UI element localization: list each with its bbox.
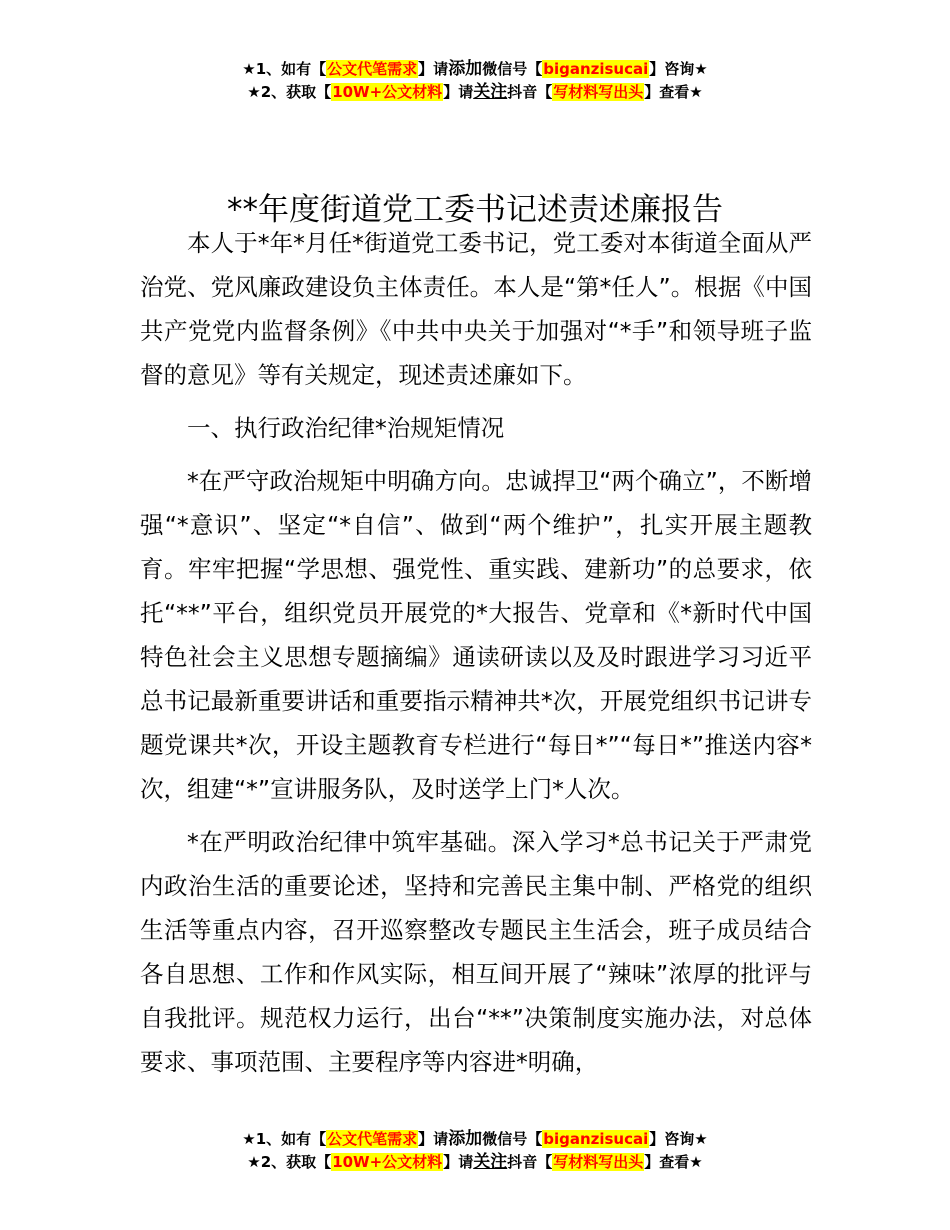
promo-wechat-id: biganzisucai — [543, 60, 649, 78]
promo-text: 】请 — [443, 83, 474, 101]
promo-text: 】请 — [443, 1153, 474, 1171]
body-paragraph: *在严明政治纪律中筑牢基础。深入学习*总书记关于严肃党内政治生活的重要论述，坚持和完善民主集中制、严格党的组织生活等重点内容，召开巡察整改专题民主生活会，班子成员结合各自思想、工作和作风实际，相互间开展了“辣味”浓厚的批评与自我批评。规范权力运行，出台“**”决策制度实施办法，对总体要求、事项范围、主要程序等内容进*明确， — [140, 828, 812, 1076]
promo-wechat-id: biganzisucai — [543, 1130, 649, 1148]
promo-emphasis: 添加 — [448, 59, 483, 79]
promo-highlight: 公文代笔需求 — [327, 60, 418, 78]
promo-text: 】请 — [418, 60, 449, 78]
section-heading: 一、执行政治纪律*治规矩情况 — [187, 414, 505, 442]
promo-text: 】咨询★ — [649, 60, 708, 78]
promo-emphasis: 关注 — [473, 82, 508, 102]
promo-highlight: 10W+公文材料 — [332, 83, 443, 101]
promo-douyin-id: 写材料写出头 — [553, 1153, 644, 1171]
body-paragraph: *在严守政治规矩中明确方向。忠诚捍卫“两个确立”，不断增强“*意识”、坚定“*自信”、做到“两个维护”，扎实开展主题教育。牢牢把握“学思想、强党性、重实践、建新功”的总要求，依托“**”平台，组织党员开展党的*大报告、党章和《*新时代中国特色社会主义思想专题摘编》通读研读以及及时跟进学习习近平总书记最新重要讲话和重要指示精神共*次，开展党组织书记讲专题党课共*次，开设主题教育专栏进行“每日*”“每日*”推送内容*次，组建“*”宣讲服务队，及时送学上门*人次。 — [140, 467, 812, 803]
footer-promo-line-2 — [0, 1151, 950, 1174]
document-title: **年度街道党工委书记述责述廉报告 — [227, 191, 723, 228]
promo-emphasis: 添加 — [448, 1129, 483, 1149]
promo-highlight: 公文代笔需求 — [327, 1130, 418, 1148]
promo-emphasis: 关注 — [473, 1152, 508, 1172]
promo-text: 】请 — [418, 1130, 449, 1148]
footer-promo-line-1 — [0, 1128, 950, 1151]
document-body — [140, 221, 812, 1084]
promo-douyin-id: 写材料写出头 — [553, 83, 644, 101]
promo-text: 】查看★ — [644, 1153, 703, 1171]
promo-text: 】查看★ — [644, 83, 703, 101]
promo-text: ★2、获取【 — [247, 1153, 332, 1171]
footer-promo — [0, 1128, 950, 1174]
promo-text: ★1、如有【 — [242, 60, 327, 78]
promo-text: 抖音【 — [507, 1153, 553, 1171]
promo-text: 微信号【 — [482, 60, 543, 78]
promo-text: 】咨询★ — [649, 1130, 708, 1148]
promo-highlight: 10W+公文材料 — [332, 1153, 443, 1171]
promo-text: ★1、如有【 — [242, 1130, 327, 1148]
promo-text: 微信号【 — [482, 1130, 543, 1148]
header-promo-line-1 — [0, 58, 950, 81]
intro-paragraph: 本人于*年*月任*街道党工委书记，党工委对本街道全面从严治党、党风廉政建设负主体责任。本人是“第*任人”。根据《中国共产党党内监督条例》《中共中央关于加强对“*手”和领导班子监督的意见》等有关规定，现述责述廉如下。 — [140, 229, 812, 389]
header-promo — [0, 58, 950, 104]
promo-text: 抖音【 — [507, 83, 553, 101]
promo-text: ★2、获取【 — [247, 83, 332, 101]
header-promo-line-2 — [0, 81, 950, 104]
